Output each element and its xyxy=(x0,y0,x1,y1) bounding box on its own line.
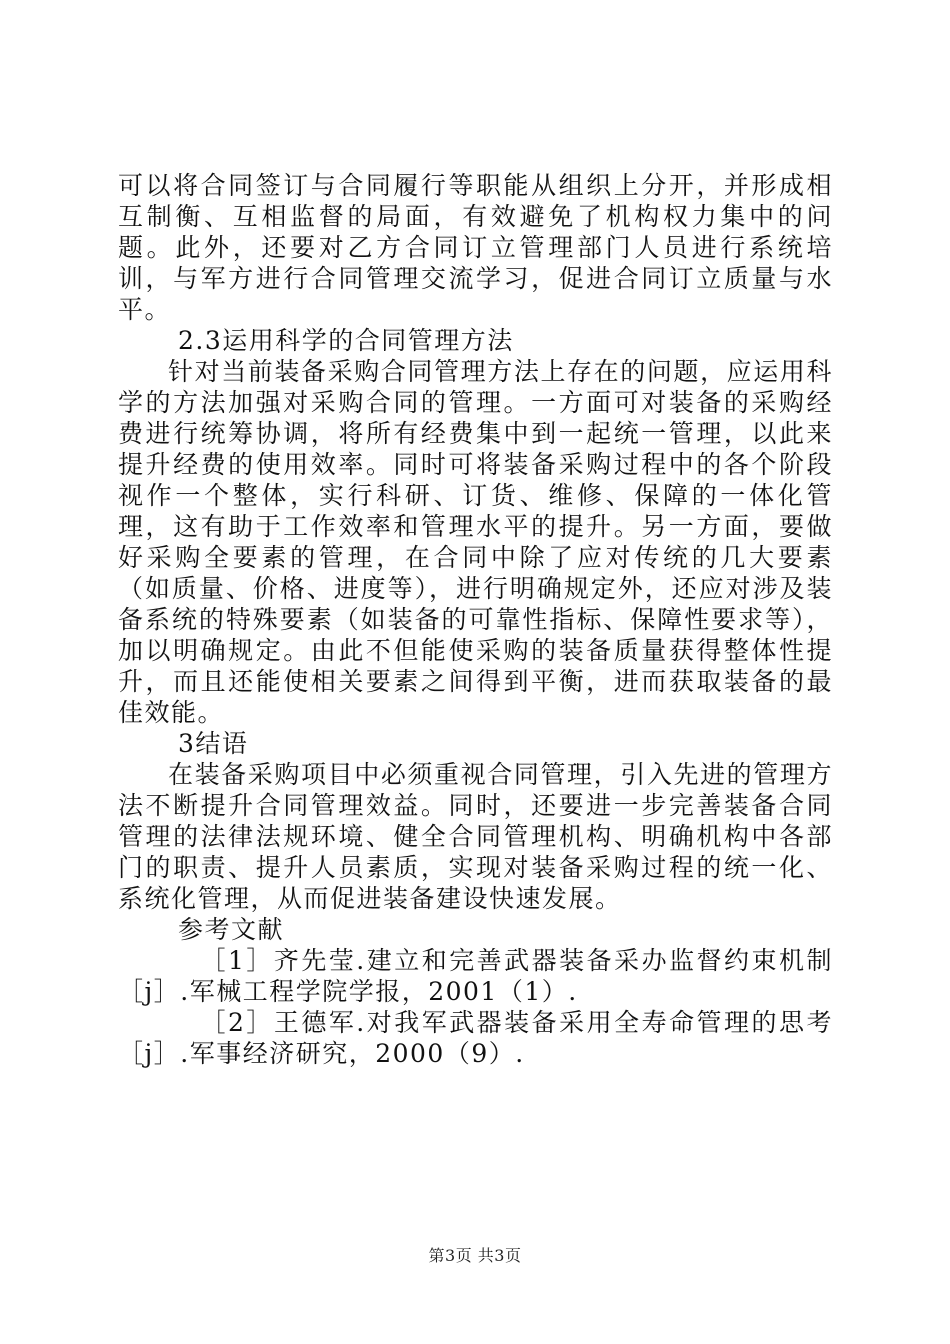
paragraph-continuation: 可以将合同签订与合同履行等职能从组织上分开，并形成相互制衡、互相监督的局面，有效避免了机构权力集中的问题。此外，还要对乙方合同订立管理部门人员进行系统培训，与军方进行合同管理交流学习，促进合同订立质量与水平。 xyxy=(118,171,833,324)
section-heading-2-3: 2.3运用科学的合同管理方法 xyxy=(178,326,514,355)
references-heading: 参考文献 xyxy=(178,915,285,944)
reference-item-1: ［1］齐先莹.建立和完善武器装备采办监督约束机制［j］.军械工程学院学报，2001（1）. xyxy=(118,946,833,1006)
section-heading-conclusion: 3结语 xyxy=(178,729,249,758)
paragraph-management-methods: 针对当前装备采购合同管理方法上存在的问题，应运用科学的方法加强对采购合同的管理。一方面可对装备的采购经费进行统筹协调，将所有经费集中到一起统一管理，以此来提升经费的使用效率。同时可将装备采购过程中的各个阶段视作一个整体，实行科研、订货、维修、保障的一体化管理，这有助于工作效率和管理水平的提升。另一方面，要做好采购全要素的管理，在合同中除了应对传统的几大要素（如质量、价格、进度等），进行明确规定外，还应对涉及装备系统的特殊要素（如装备的可靠性指标、保障性要求等），加以明确规定。由此不但能使采购的装备质量获得整体性提升，而且还能使相关要素之间得到平衡，进而获取装备的最佳效能。 xyxy=(118,357,833,727)
reference-item-2: ［2］王德军.对我军武器装备采用全寿命管理的思考［j］.军事经济研究，2000（9）. xyxy=(118,1008,833,1068)
page-footer: 第3页 共3页 xyxy=(428,1246,522,1265)
document-body xyxy=(118,170,833,1069)
paragraph-conclusion: 在装备采购项目中必须重视合同管理，引入先进的管理方法不断提升合同管理效益。同时，还要进一步完善装备合同管理的法律法规环境、健全合同管理机构、明确机构中各部门的职责、提升人员素质，实现对装备采购过程的统一化、系统化管理，从而促进装备建设快速发展。 xyxy=(118,760,833,913)
